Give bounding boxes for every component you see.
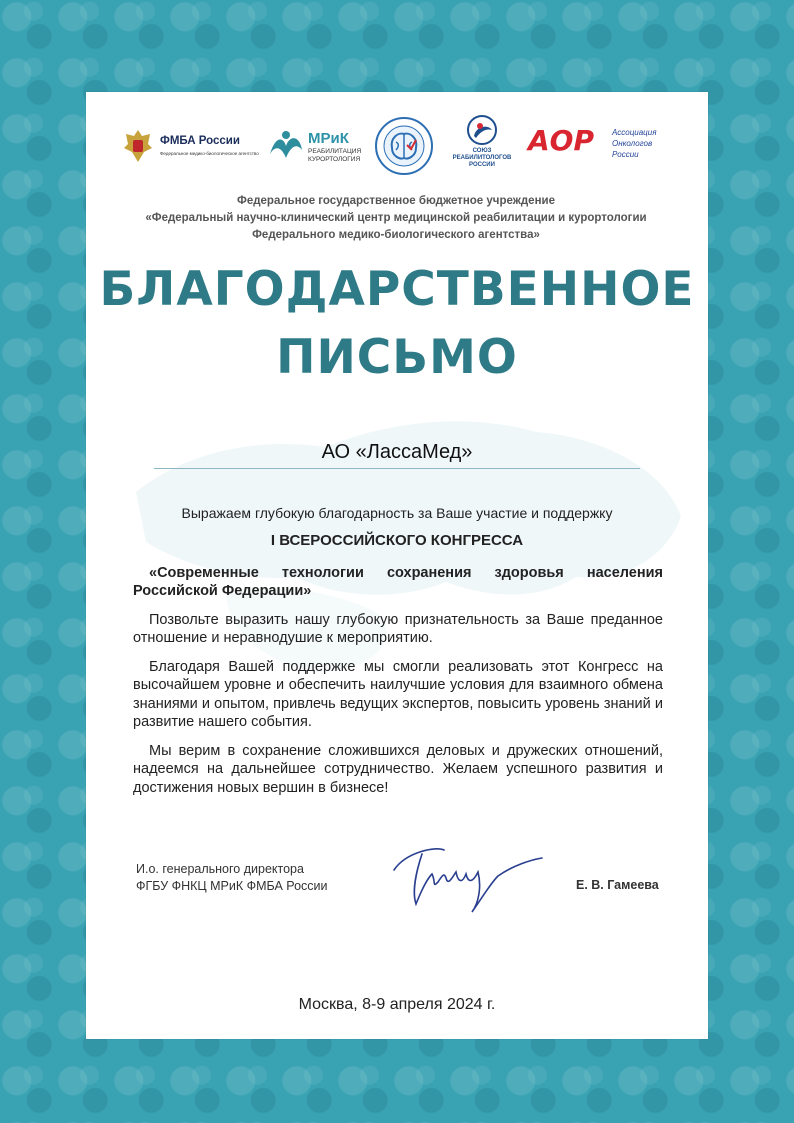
paragraph-2: Благодаря Вашей поддержке мы смогли реализовать этот Конгресс на высочайшем уровне и обеспечить наилучшие условия для взаимного обмена знаниями и опытом, привлечь ведущих экспертов, повысить уровень знаний и развитие нашего события.: [133, 659, 663, 730]
recipient-underline: [154, 468, 640, 469]
union-logo-line3: РОССИИ: [469, 162, 495, 168]
institution-line3: Федерального медико-биологического агентства»: [252, 229, 540, 241]
institution-line1: Федеральное государственное бюджетное учреждение: [237, 195, 555, 207]
paragraph-3: Мы верим в сохранение сложившихся деловых и дружеских отношений, надеемся на дальнейшее сотрудничество. Желаем успешного развития и достижения новых вершин в бизнесе!: [133, 743, 663, 796]
signatory-role-line1: И.о. генерального директора: [136, 862, 304, 876]
aor-logo-abbr: АОР: [528, 124, 594, 157]
title-line2: ПИСЬМО: [276, 330, 518, 385]
certificate-sheet: [86, 92, 708, 1039]
title-line1: БЛАГОДАРСТВЕННОЕ: [99, 262, 695, 317]
figure-icon: [266, 128, 306, 164]
place-and-date: Москва, 8-9 апреля 2024 г.: [298, 996, 496, 1013]
handwritten-signature: [386, 842, 546, 917]
aor-logo: [528, 122, 668, 172]
paragraph-1: Позвольте выразить нашу глубокую признательность за Ваше преданное отношение и неравнодушие к мероприятию.: [133, 612, 663, 647]
union-logo-line2: РЕАБИЛИТОЛОГОВ: [452, 155, 512, 161]
brain-center-logo: [374, 116, 434, 176]
signatory-role-line2: ФГБУ ФНКЦ МРиК ФМБА России: [136, 879, 328, 893]
congress-title: I ВСЕРОССИЙСКОГО КОНГРЕССА: [270, 532, 524, 549]
institution-line2: «Федеральный научно-клинический центр медицинской реабилитации и курортологии: [145, 212, 647, 224]
signatory-role: [136, 861, 327, 895]
congress-topic: «Современные технологии сохранения здоровья населения Российской Федерации»: [133, 565, 663, 599]
fmba-logo-sub: Федеральное медико-биологическое агентство: [160, 151, 259, 156]
signatory-name: Е. В. Гамеева: [576, 878, 659, 892]
double-headed-eagle-icon: [122, 126, 154, 164]
thanks-line: Выражаем глубокую благодарность за Ваше участие и поддержку: [181, 505, 613, 521]
mrik-logo-name: МРиК: [308, 130, 349, 147]
union-rehab-logo: [454, 114, 510, 178]
institution-header: [116, 193, 676, 244]
fmba-logo-name: ФМБА России: [160, 135, 240, 147]
fmba-logo: [122, 124, 259, 174]
logo-row: [86, 112, 708, 192]
mrik-logo-line2: КУРОРТОЛОГИЯ: [308, 156, 361, 163]
laurel-globe-icon: [466, 114, 498, 146]
mrik-logo: [266, 126, 362, 170]
brain-icon: [374, 116, 434, 176]
aor-logo-line1: Ассоциация: [612, 128, 657, 137]
recipient-name: АО «ЛассаМед»: [321, 441, 473, 463]
aor-logo-line2: Онкологов: [612, 139, 653, 148]
union-logo-line1: СОЮЗ: [472, 148, 492, 154]
aor-logo-line3: России: [612, 150, 639, 159]
mrik-logo-line1: РЕАБИЛИТАЦИЯ: [308, 148, 362, 155]
